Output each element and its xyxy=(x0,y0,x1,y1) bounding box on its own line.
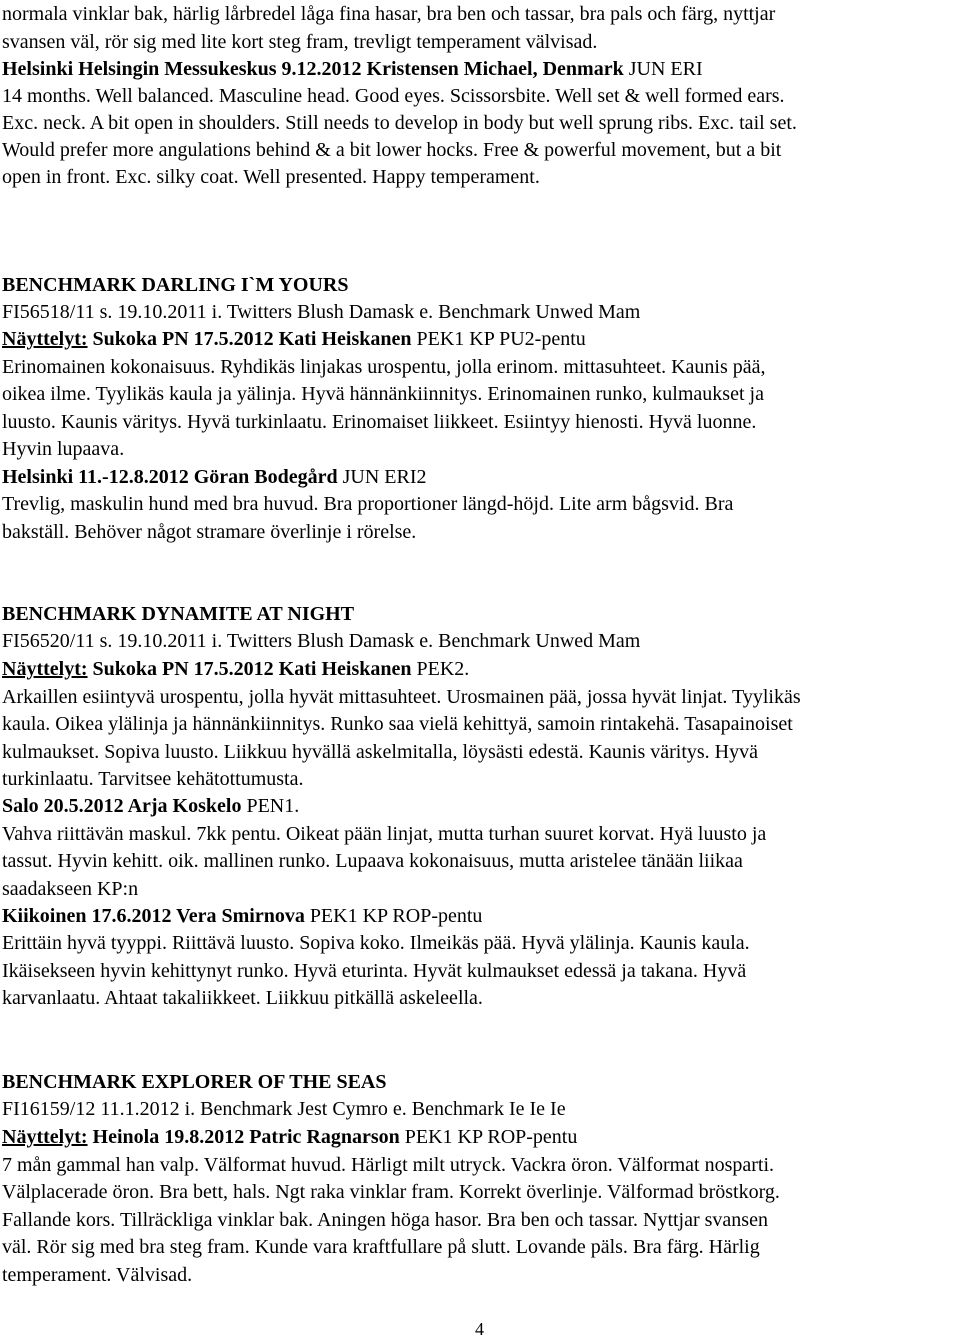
show-heading: Helsinki 11.-12.8.2012 Göran Bodegård xyxy=(2,466,338,488)
text-line: kaula. Oikea ylälinja ja hännänkiinnitys. Runko saa vielä kehittyä, samoin rintakehä. Tasapainoiset xyxy=(2,713,793,735)
text-line: Erinomainen kokonaisuus. Ryhdikäs linjakas urospentu, jolla erinom. mittasuhteet. Kaunis pää, xyxy=(2,356,766,378)
show-result: PEK1 KP ROP-pentu xyxy=(304,905,483,927)
text-line: temperament. Välvisad. xyxy=(2,1264,193,1286)
text-line: normala vinklar bak, härlig lårbredel låga fina hasar, bra ben och tassar, bra pals och färg, nyttjar xyxy=(2,3,776,25)
text-line: Ikäisekseen hyvin kehittynyt runko. Hyvä eturinta. Hyvät kulmaukset edessä ja takana. Hyvä xyxy=(2,960,747,982)
show-result: JUN ERI xyxy=(623,58,703,80)
show-line xyxy=(2,463,426,491)
show-heading: Salo 20.5.2012 Arja Koskelo xyxy=(2,795,242,817)
show-result: PEK1 KP PU2-pentu xyxy=(411,328,586,350)
show-heading: Heinola 19.8.2012 Patric Ragnarson xyxy=(87,1126,400,1148)
show-result: PEK1 KP ROP-pentu xyxy=(399,1126,578,1148)
dog-registration: FI56520/11 s. 19.10.2011 i. Twitters Blush Damask e. Benchmark Unwed Mam xyxy=(2,630,641,652)
text-line: bakställ. Behöver något stramare överlinje i rörelse. xyxy=(2,521,417,543)
show-result: JUN ERI2 xyxy=(337,466,427,488)
text-line: 7 mån gammal han valp. Välformat huvud. Härligt milt utryck. Vackra öron. Välformat nosparti. xyxy=(2,1154,775,1176)
show-heading: Sukoka PN 17.5.2012 Kati Heiskanen xyxy=(87,328,412,350)
shows-label: Näyttelyt: xyxy=(2,328,88,350)
text-line: karvanlaatu. Ahtaat takaliikkeet. Liikkuu pitkällä askeleella. xyxy=(2,987,483,1009)
text-line: 14 months. Well balanced. Masculine head. Good eyes. Scissorsbite. Well set & well formed ears. xyxy=(2,85,785,107)
text-line: Hyvin lupaava. xyxy=(2,438,125,460)
text-line: Trevlig, maskulin hund med bra huvud. Bra proportioner längd-höjd. Lite arm bågsvid. Bra xyxy=(2,493,734,515)
text-line: luusto. Kaunis väritys. Hyvä turkinlaatu. Erinomaiset liikkeet. Esiintyy hienosti. Hyvä luonne. xyxy=(2,411,757,433)
show-line xyxy=(2,1123,577,1151)
text-line: kulmaukset. Sopiva luusto. Liikkuu hyvällä askelmitalla, löysästi edestä. Kaunis väritys. Hyvä xyxy=(2,741,758,763)
dog-name: BENCHMARK DYNAMITE AT NIGHT xyxy=(2,603,355,625)
text-line: Erittäin hyvä tyyppi. Riittävä luusto. Sopiva koko. Ilmeikäs pää. Hyvä ylälinja. Kaunis kaula. xyxy=(2,932,750,954)
text-line: saadakseen KP:n xyxy=(2,878,139,900)
show-result: PEK2. xyxy=(411,658,470,680)
dog-registration: FI56518/11 s. 19.10.2011 i. Twitters Blush Damask e. Benchmark Unwed Mam xyxy=(2,301,641,323)
show-line xyxy=(2,792,299,820)
show-line xyxy=(2,55,703,83)
text-line: oikea ilme. Tyylikäs kaula ja yälinja. Hyvä hännänkiinnitys. Erinomainen runko, kulmaukset ja xyxy=(2,383,764,405)
shows-label: Näyttelyt: xyxy=(2,1126,88,1148)
show-heading: Kiikoinen 17.6.2012 Vera Smirnova xyxy=(2,905,305,927)
show-line xyxy=(2,325,586,353)
text-line: Arkaillen esiintyvä urospentu, jolla hyvät mittasuhteet. Urosmainen pää, jossa hyvät linjat. Tyylikäs xyxy=(2,686,801,708)
dog-name: BENCHMARK DARLING I`M YOURS xyxy=(2,274,349,296)
text-line: väl. Rör sig med bra steg fram. Kunde vara kraftfullare på slutt. Lovande päls. Bra färg. Härlig xyxy=(2,1236,760,1258)
text-line: open in front. Exc. silky coat. Well presented. Happy temperament. xyxy=(2,166,540,188)
text-line: svansen väl, rör sig med lite kort steg fram, trevligt temperament välvisad. xyxy=(2,31,598,53)
text-line: Exc. neck. A bit open in shoulders. Still needs to develop in body but well sprung ribs. Exc. tail set. xyxy=(2,112,797,134)
show-line xyxy=(2,655,469,683)
show-line xyxy=(2,902,482,930)
page-number: 4 xyxy=(475,1319,484,1339)
shows-label: Näyttelyt: xyxy=(2,658,88,680)
dog-registration: FI16159/12 11.1.2012 i. Benchmark Jest Cymro e. Benchmark Ie Ie Ie xyxy=(2,1098,566,1120)
dog-name: BENCHMARK EXPLORER OF THE SEAS xyxy=(2,1071,387,1093)
show-heading: Helsinki Helsingin Messukeskus 9.12.2012 Kristensen Michael, Denmark xyxy=(2,58,624,80)
show-result: PEN1. xyxy=(241,795,300,817)
text-line: turkinlaatu. Tarvitsee kehätottumusta. xyxy=(2,768,304,790)
text-line: Vahva riittävän maskul. 7kk pentu. Oikeat pään linjat, mutta turhan suuret korvat. Hyä luusto ja xyxy=(2,823,767,845)
text-line: Välplacerade öron. Bra bett, hals. Ngt raka vinklar fram. Korrekt överlinje. Välformad bröstkorg. xyxy=(2,1181,780,1203)
show-heading: Sukoka PN 17.5.2012 Kati Heiskanen xyxy=(87,658,412,680)
text-line: Would prefer more angulations behind & a bit lower hocks. Free & powerful movement, but a bit xyxy=(2,139,782,161)
text-line: Fallande kors. Tillräckliga vinklar bak. Aningen höga hasor. Bra ben och tassar. Nyttjar svansen xyxy=(2,1209,768,1231)
text-line: tassut. Hyvin kehitt. oik. mallinen runko. Lupaava kokonaisuus, mutta aristelee tänään liikaa xyxy=(2,850,743,872)
